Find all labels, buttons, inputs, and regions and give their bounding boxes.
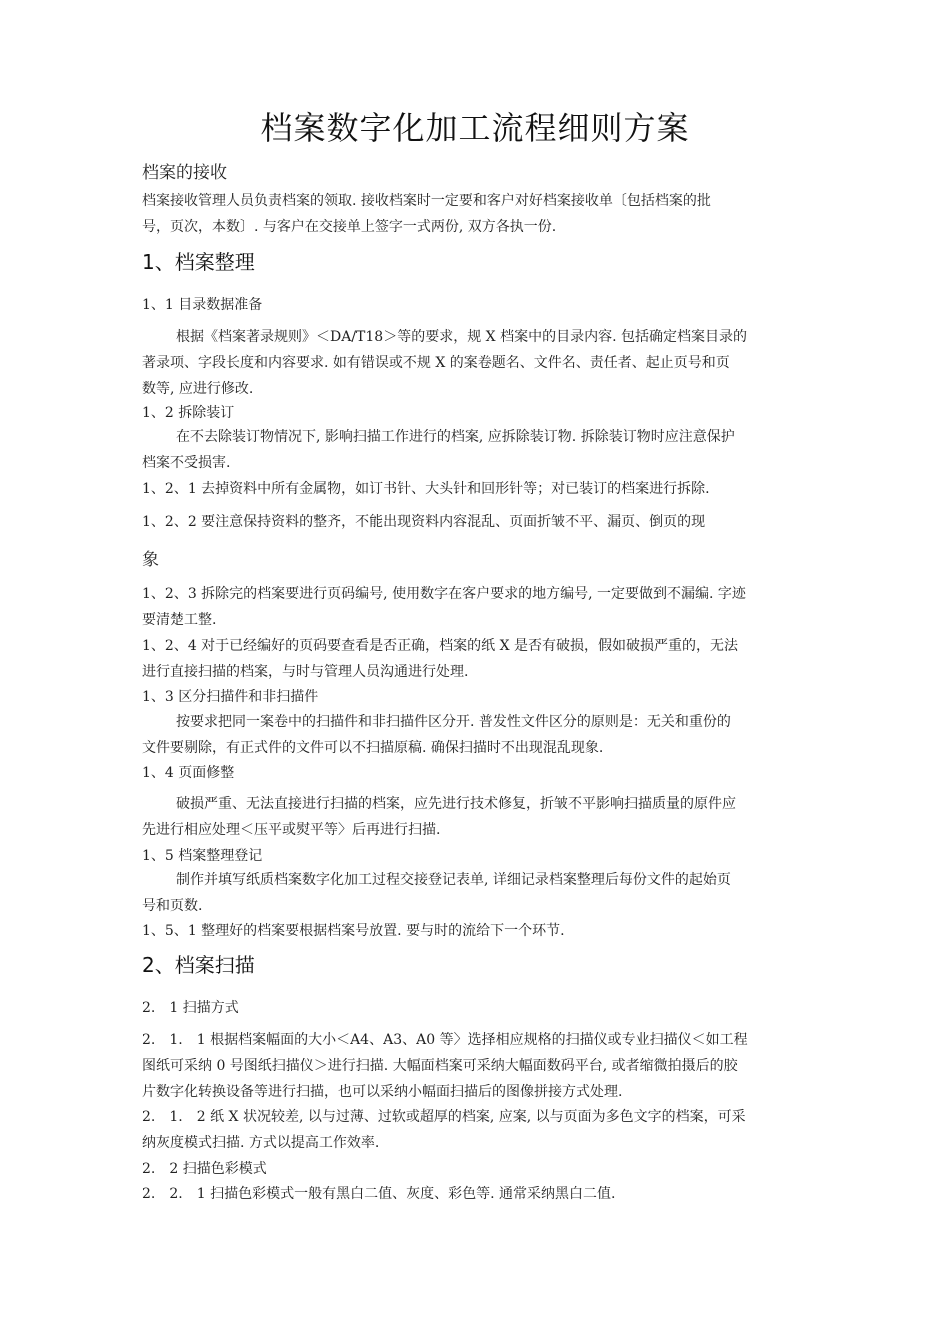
s1-1-line-3: 数等, 应进行修改. [142,381,254,397]
s1-1-heading: 1、1 目录数据准备 [142,297,263,313]
s1-2-item-2: 1、2、2 要注意保持资料的整齐，不能出现资料内容混乱、页面折皱不平、漏页、倒页的现 [142,514,706,530]
s1-2-item-1: 1、2、1 去掉资料中所有金属物，如订书针、大头针和回形针等；对已装订的档案进行拆除. [142,481,710,497]
s1-2-heading: 1、2 拆除装订 [142,405,235,421]
s1-2-line-2: 档案不受损害. [142,455,231,471]
receive-line-1: 档案接收管理人员负责档案的领取. 接收档案时一定要和客户对好档案接收单〔包括档案的批 [142,193,711,209]
s1-2-item-4-line-2: 进行直接扫描的档案，与时与管理人员沟通进行处理. [142,664,469,680]
s1-5-line-2: 号和页数. [142,898,203,914]
s1-4-heading: 1、4 页面修整 [142,765,235,781]
s1-3-heading: 1、3 区分扫描件和非扫描件 [142,689,319,705]
s2-1-item-2-line-1: 2. 1. 2 纸 X 状况较差, 以与过薄、过软或超厚的档案, 应案, 以与页面为多色文字的档案，可采 [142,1109,746,1125]
s1-4-line-1: 破损严重、无法直接进行扫描的档案，应先进行技术修复，折皱不平影响扫描质量的原件应 [176,796,736,812]
s2-1-item-2-line-2: 纳灰度模式扫描. 方式以提高工作效率. [142,1135,380,1151]
s1-1-line-2: 著录项、字段长度和内容要求. 如有错误或不规 X 的案卷题名、文件名、责任者、起止页号和页 [142,355,730,371]
receive-heading: 档案的接收 [142,163,227,183]
s1-5-heading: 1、5 档案整理登记 [142,848,263,864]
s2-1-heading: 2. 1 扫描方式 [142,1000,239,1016]
s1-2-item-3-line-2: 要清楚工整. [142,612,217,628]
s1-2-item-3-line-1: 1、2、3 拆除完的档案要进行页码编号, 使用数字在客户要求的地方编号, 一定要做到不漏编. 字迹 [142,586,746,602]
s1-3-line-1: 按要求把同一案卷中的扫描件和非扫描件区分开. 普发性文件区分的原则是：无关和重份的 [176,714,731,730]
document-title: 档案数字化加工流程细则方案 [260,109,690,147]
section-1-heading: 1、档案整理 [142,250,255,274]
section-2-heading: 2、档案扫描 [142,953,255,977]
s2-1-item-1-line-3: 片数字化转换设备等进行扫描，也可以采纳小幅面扫描后的图像拼接方式处理. [142,1084,623,1100]
s1-2-item-4-line-1: 1、2、4 对于已经编好的页码要查看是否正确，档案的纸 X 是否有破损，假如破损严重的，无法 [142,638,739,654]
s1-2-item-2-tail: 象 [142,550,159,570]
s2-2-item-1: 2. 2. 1 扫描色彩模式一般有黑白二值、灰度、彩色等. 通常采纳黑白二值. [142,1186,616,1202]
s2-1-item-1-line-1: 2. 1. 1 根据档案幅面的大小＜A4、A3、A0 等〉选择相应规格的扫描仪或专业扫描仪＜如工程 [142,1032,748,1048]
receive-line-2: 号，页次，本数〕. 与客户在交接单上签字一式两份, 双方各执一份. [142,219,557,235]
s1-2-line-1: 在不去除装订物情况下, 影响扫描工作进行的档案, 应拆除装订物. 拆除装订物时应注意保护 [176,429,735,445]
s1-1-line-1: 根据《档案著录规则》＜DA/T18＞等的要求，规 X 档案中的目录内容. 包括确定档案目录的 [176,329,747,345]
s2-2-heading: 2. 2 扫描色彩模式 [142,1161,267,1177]
s1-3-line-2: 文件要剔除，有正式件的文件可以不扫描原稿. 确保扫描时不出现混乱现象. [142,740,604,756]
s1-4-line-2: 先进行相应处理＜压平或熨平等〉后再进行扫描. [142,822,441,838]
s1-5-item-1: 1、5、1 整理好的档案要根据档案号放置. 要与时的流给下一个环节. [142,923,565,939]
s1-5-line-1: 制作并填写纸质档案数字化加工过程交接登记表单, 详细记录档案整理后每份文件的起始页 [176,872,731,888]
s2-1-item-1-line-2: 图纸可采纳 0 号图纸扫描仪＞进行扫描. 大幅面档案可采纳大幅面数码平台, 或者缩微拍摄后的胶 [142,1058,738,1074]
